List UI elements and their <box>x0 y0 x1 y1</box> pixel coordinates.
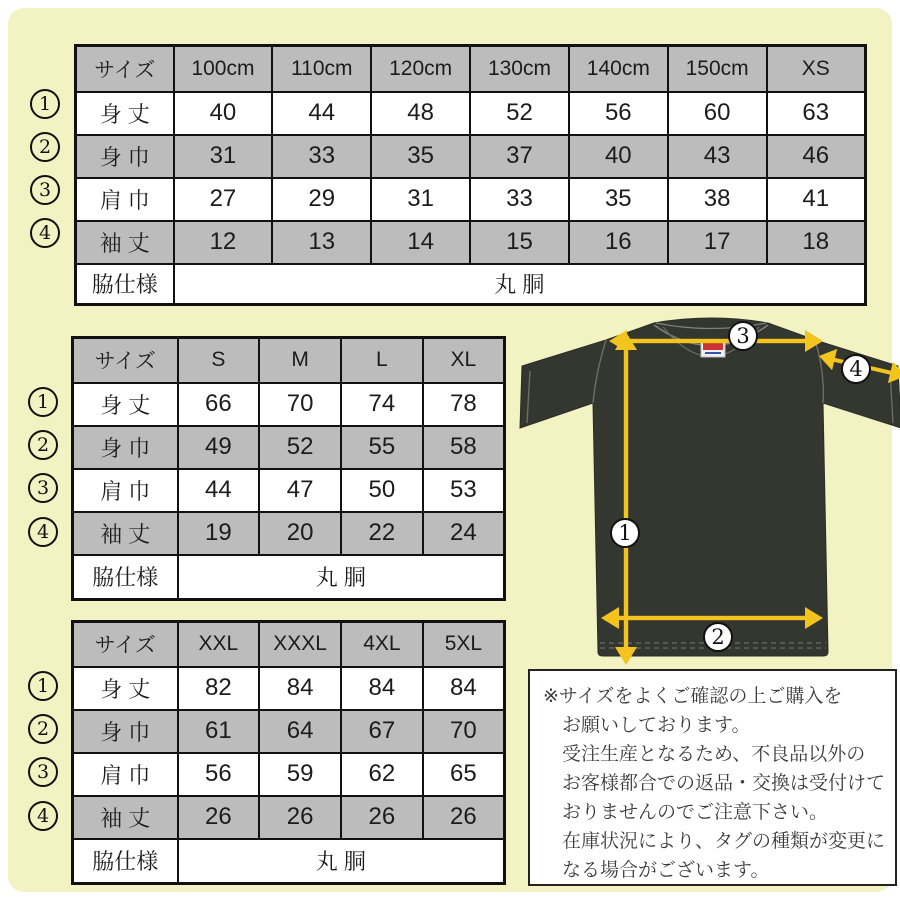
measure-value-cell: 46 <box>767 135 866 178</box>
size-column-header: 140cm <box>569 46 668 92</box>
measure-value-cell: 44 <box>178 469 260 512</box>
page-background <box>8 8 892 892</box>
side-spec-value-cell: 丸 胴 <box>174 264 866 305</box>
side-spec-label-cell: 脇仕様 <box>76 264 174 305</box>
size-column-header: 150cm <box>668 46 767 92</box>
size-column-header: S <box>178 338 260 383</box>
size-column-header: 4XL <box>341 622 423 667</box>
row-marker-3: 3 <box>28 473 58 503</box>
measure-value-cell: 84 <box>259 667 341 710</box>
measure-label-cell: 袖 丈 <box>73 512 178 555</box>
measure-value-cell: 60 <box>668 92 767 135</box>
measure-value-cell: 41 <box>767 178 866 221</box>
measure-value-cell: 84 <box>341 667 423 710</box>
row-marker-1: 1 <box>28 387 58 417</box>
big-size-table <box>71 620 506 885</box>
size-header-cell: サイズ <box>73 622 178 667</box>
measure-value-cell: 56 <box>569 92 668 135</box>
measure-value-cell: 31 <box>174 135 273 178</box>
size-column-header: 110cm <box>272 46 371 92</box>
measure-label-cell: 身 巾 <box>76 135 174 178</box>
measure-label-cell: 肩 巾 <box>73 469 178 512</box>
measure-value-cell: 52 <box>259 426 341 469</box>
row-marker-2: 2 <box>30 132 60 162</box>
measure-label-cell: 肩 巾 <box>76 178 174 221</box>
size-column-header: 5XL <box>423 622 505 667</box>
measure-value-cell: 61 <box>178 710 260 753</box>
measure-value-cell: 65 <box>423 753 505 796</box>
size-header-cell: サイズ <box>73 338 178 383</box>
measure-label-cell: 身 巾 <box>73 710 178 753</box>
measure-value-cell: 67 <box>341 710 423 753</box>
measure-value-cell: 15 <box>470 221 569 264</box>
measure-value-cell: 24 <box>423 512 505 555</box>
size-column-header: 130cm <box>470 46 569 92</box>
measure-label-cell: 袖 丈 <box>76 221 174 264</box>
measure-value-cell: 29 <box>272 178 371 221</box>
measure-label-cell: 肩 巾 <box>73 753 178 796</box>
measure-value-cell: 70 <box>259 383 341 426</box>
measure-value-cell: 63 <box>767 92 866 135</box>
side-spec-label-cell: 脇仕様 <box>73 555 178 600</box>
measure-label-cell: 袖 丈 <box>73 796 178 839</box>
measure-value-cell: 13 <box>272 221 371 264</box>
measure-label-cell: 身 丈 <box>76 92 174 135</box>
measure-marker-1: 1 <box>610 518 640 548</box>
row-marker-4: 4 <box>28 801 58 831</box>
measure-label-cell: 身 丈 <box>73 383 178 426</box>
measure-value-cell: 22 <box>341 512 423 555</box>
notice-line: 受注生産となるため、不良品以外の <box>562 744 866 765</box>
row-marker-3: 3 <box>30 175 60 205</box>
measure-value-cell: 26 <box>423 796 505 839</box>
measure-value-cell: 82 <box>178 667 260 710</box>
measure-marker-2: 2 <box>703 622 733 652</box>
notice-line: お願いしております。 <box>562 715 751 736</box>
row-marker-4: 4 <box>30 218 60 248</box>
measure-value-cell: 38 <box>668 178 767 221</box>
measure-value-cell: 50 <box>341 469 423 512</box>
measure-marker-3: 3 <box>728 321 758 351</box>
side-spec-value-cell: 丸 胴 <box>178 555 505 600</box>
measure-value-cell: 35 <box>569 178 668 221</box>
notice-line: 在庫状況により、タグの種類が変更に <box>562 831 886 852</box>
notice-line: なる場合がございます。 <box>562 860 770 881</box>
row-marker-2: 2 <box>28 430 58 460</box>
measure-value-cell: 53 <box>423 469 505 512</box>
measure-value-cell: 55 <box>341 426 423 469</box>
size-column-header: M <box>259 338 341 383</box>
measure-value-cell: 43 <box>668 135 767 178</box>
size-column-header: XXL <box>178 622 260 667</box>
notice-line: ※サイズをよくご確認の上ご購入を <box>543 686 843 707</box>
measure-marker-4: 4 <box>841 354 871 384</box>
measure-value-cell: 49 <box>178 426 260 469</box>
size-column-header: XL <box>423 338 505 383</box>
measure-value-cell: 19 <box>178 512 260 555</box>
row-marker-1: 1 <box>30 89 60 119</box>
measure-value-cell: 16 <box>569 221 668 264</box>
measure-value-cell: 44 <box>272 92 371 135</box>
measure-value-cell: 40 <box>569 135 668 178</box>
row-marker-3: 3 <box>28 757 58 787</box>
measure-value-cell: 64 <box>259 710 341 753</box>
size-column-header: 100cm <box>174 46 273 92</box>
measure-value-cell: 66 <box>178 383 260 426</box>
measure-value-cell: 26 <box>178 796 260 839</box>
size-header-cell: サイズ <box>76 46 174 92</box>
measure-value-cell: 35 <box>371 135 470 178</box>
measure-value-cell: 84 <box>423 667 505 710</box>
measure-value-cell: 33 <box>272 135 371 178</box>
measure-value-cell: 17 <box>668 221 767 264</box>
measure-value-cell: 37 <box>470 135 569 178</box>
measure-value-cell: 52 <box>470 92 569 135</box>
kids-size-table <box>74 44 867 306</box>
measure-value-cell: 27 <box>174 178 273 221</box>
measure-value-cell: 12 <box>174 221 273 264</box>
measure-value-cell: 18 <box>767 221 866 264</box>
measure-value-cell: 47 <box>259 469 341 512</box>
measure-value-cell: 33 <box>470 178 569 221</box>
measure-value-cell: 74 <box>341 383 423 426</box>
measure-value-cell: 62 <box>341 753 423 796</box>
size-column-header: L <box>341 338 423 383</box>
measure-value-cell: 56 <box>178 753 260 796</box>
measure-value-cell: 48 <box>371 92 470 135</box>
side-spec-value-cell: 丸 胴 <box>178 839 505 884</box>
size-column-header: 120cm <box>371 46 470 92</box>
measure-value-cell: 58 <box>423 426 505 469</box>
size-column-header: XXXL <box>259 622 341 667</box>
purchase-notice-box <box>528 669 897 886</box>
measure-value-cell: 59 <box>259 753 341 796</box>
measure-value-cell: 40 <box>174 92 273 135</box>
measure-value-cell: 26 <box>341 796 423 839</box>
measure-value-cell: 31 <box>371 178 470 221</box>
measure-value-cell: 26 <box>259 796 341 839</box>
measure-value-cell: 70 <box>423 710 505 753</box>
notice-line: お客様都合での返品・交換は受付けて <box>562 773 886 794</box>
measure-label-cell: 身 丈 <box>73 667 178 710</box>
row-marker-1: 1 <box>28 671 58 701</box>
row-marker-2: 2 <box>28 714 58 744</box>
size-column-header: XS <box>767 46 866 92</box>
measure-value-cell: 78 <box>423 383 505 426</box>
adult-size-table <box>71 336 506 601</box>
measure-value-cell: 14 <box>371 221 470 264</box>
tshirt-measure-diagram <box>513 314 900 666</box>
measure-value-cell: 20 <box>259 512 341 555</box>
measure-label-cell: 身 巾 <box>73 426 178 469</box>
notice-line: おりませんのでご注意下さい。 <box>562 802 829 823</box>
side-spec-label-cell: 脇仕様 <box>73 839 178 884</box>
row-marker-4: 4 <box>28 517 58 547</box>
